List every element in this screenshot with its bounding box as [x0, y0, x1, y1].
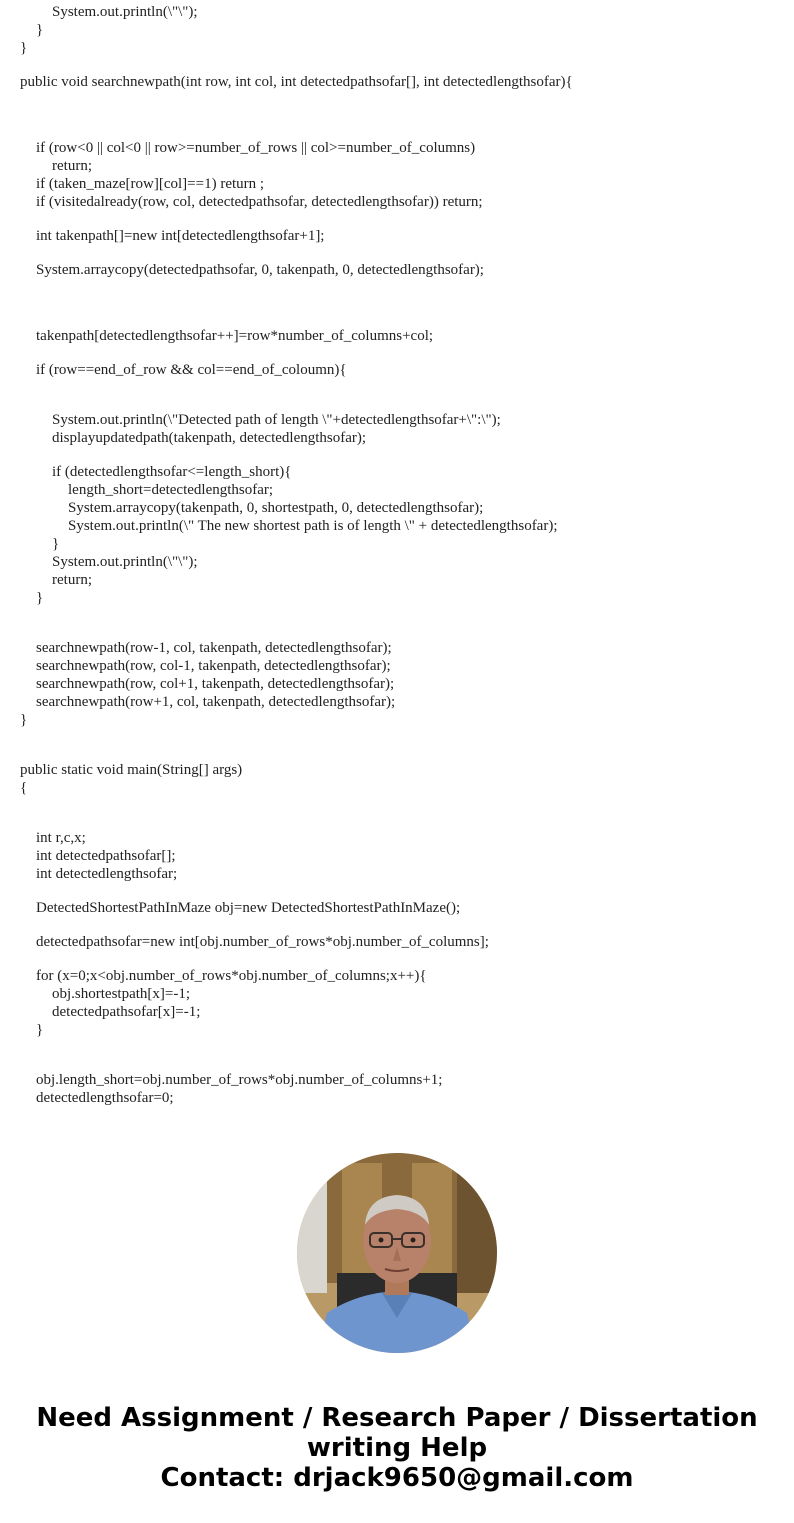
code-line — [20, 917, 573, 933]
code-line — [20, 1055, 573, 1071]
code-line: for (x=0;x<obj.number_of_rows*obj.number_of_columns;x++){ — [36, 968, 427, 984]
code-line — [20, 91, 573, 107]
code-line — [20, 57, 573, 73]
avatar-portrait — [297, 1153, 497, 1353]
code-line: int takenpath[]=new int[detectedlengthsofar+1]; — [36, 228, 325, 244]
code-line: displayupdatedpath(takenpath, detectedlengthsofar); — [52, 430, 367, 446]
code-line — [20, 245, 573, 261]
code-line: public void searchnewpath(int row, int col, int detectedpathsofar[], int detectedlengthsofar){ — [20, 74, 573, 90]
code-line: { — [20, 780, 28, 796]
code-line — [20, 279, 573, 295]
code-line: takenpath[detectedlengthsofar++]=row*number_of_columns+col; — [36, 328, 434, 344]
code-line — [20, 883, 573, 899]
code-line: searchnewpath(row, col-1, takenpath, detectedlengthsofar); — [36, 658, 391, 674]
code-line: System.out.println(\" The new shortest path is of length \" + detectedlengthsofar); — [68, 518, 558, 534]
cta-line-3: Contact: drjack9650@gmail.com — [160, 1463, 634, 1493]
code-line: detectedpathsofar[x]=-1; — [52, 1004, 201, 1020]
code-line: return; — [52, 572, 92, 588]
code-line: return; — [52, 158, 92, 174]
code-line — [20, 729, 573, 745]
code-block — [20, 3, 573, 1107]
code-line: obj.length_short=obj.number_of_rows*obj.number_of_columns+1; — [36, 1072, 443, 1088]
code-line — [20, 797, 573, 813]
code-line: } — [36, 22, 44, 38]
code-line: if (row<0 || col<0 || row>=number_of_rows || col>=number_of_columns) — [36, 140, 476, 156]
code-line — [20, 295, 573, 311]
code-line — [20, 813, 573, 829]
code-line: int detectedlengthsofar; — [36, 866, 178, 882]
code-line — [20, 395, 573, 411]
code-line: if (taken_maze[row][col]==1) return ; — [36, 176, 265, 192]
code-line: } — [36, 1022, 44, 1038]
code-line: System.out.println(\"\"); — [52, 554, 198, 570]
code-line: System.arraycopy(detectedpathsofar, 0, takenpath, 0, detectedlengthsofar); — [36, 262, 484, 278]
code-line: System.out.println(\"\"); — [52, 4, 198, 20]
code-line — [20, 345, 573, 361]
code-line: int r,c,x; — [36, 830, 86, 846]
author-avatar — [297, 1153, 497, 1353]
code-line: searchnewpath(row-1, col, takenpath, detectedlengthsofar); — [36, 640, 392, 656]
code-line: detectedlengthsofar=0; — [36, 1090, 174, 1106]
code-line: System.out.println(\"Detected path of length \"+detectedlengthsofar+\":\"); — [52, 412, 501, 428]
code-line: } — [20, 40, 28, 56]
code-line — [20, 107, 573, 123]
code-line — [20, 745, 573, 761]
code-line: if (visitedalready(row, col, detectedpathsofar, detectedlengthsofar)) return; — [36, 194, 483, 210]
code-line: int detectedpathsofar[]; — [36, 848, 176, 864]
code-line: obj.shortestpath[x]=-1; — [52, 986, 191, 1002]
code-line: searchnewpath(row+1, col, takenpath, detectedlengthsofar); — [36, 694, 396, 710]
code-line — [20, 447, 573, 463]
code-line: } — [20, 712, 28, 728]
code-line: System.arraycopy(takenpath, 0, shortestpath, 0, detectedlengthsofar); — [68, 500, 484, 516]
code-line: detectedpathsofar=new int[obj.number_of_rows*obj.number_of_columns]; — [36, 934, 489, 950]
cta-line-1: Need Assignment / Research Paper / Dissertation — [36, 1403, 758, 1433]
code-line — [20, 951, 573, 967]
code-line: if (row==end_of_row && col==end_of_coloumn){ — [36, 362, 347, 378]
code-line: } — [52, 536, 60, 552]
code-line: public static void main(String[] args) — [20, 762, 243, 778]
cta-line-2: writing Help — [306, 1433, 488, 1463]
code-line — [20, 379, 573, 395]
code-line — [20, 123, 573, 139]
code-line — [20, 311, 573, 327]
code-line: DetectedShortestPathInMaze obj=new DetectedShortestPathInMaze(); — [36, 900, 461, 916]
code-line — [20, 1039, 573, 1055]
code-line: length_short=detectedlengthsofar; — [68, 482, 274, 498]
code-line — [20, 211, 573, 227]
code-line — [20, 607, 573, 623]
code-line: } — [36, 590, 44, 606]
code-line — [20, 623, 573, 639]
contact-banner — [0, 1403, 794, 1493]
code-line: searchnewpath(row, col+1, takenpath, detectedlengthsofar); — [36, 676, 395, 692]
code-line: if (detectedlengthsofar<=length_short){ — [52, 464, 292, 480]
